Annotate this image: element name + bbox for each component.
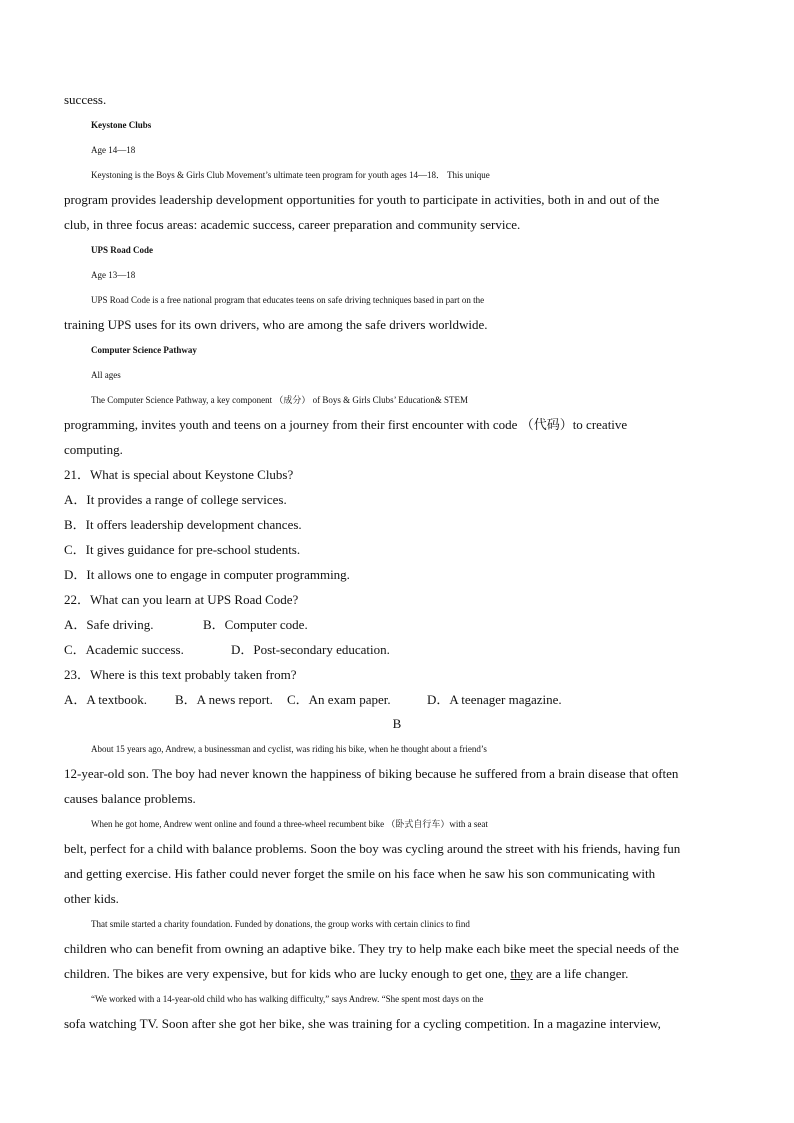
option-22-c: C．Academic success.: [64, 642, 184, 657]
text-line: success.: [64, 92, 107, 107]
paragraph-line: Keystoning is the Boys & Girls Club Movement’s ultimate teen program for youth ages 14—18． This unique: [91, 170, 490, 180]
paragraph-line: That smile started a charity foundation. Funded by donations, the group works with certain clinics to find: [91, 919, 470, 929]
option-22-a: A．Safe driving.: [64, 617, 154, 632]
question-21: 21．What is special about Keystone Clubs?: [64, 467, 294, 482]
question-22: 22．What can you learn at UPS Road Code?: [64, 592, 299, 607]
option-21-b: B．It offers leadership development chances.: [64, 517, 302, 532]
paragraph-line: causes balance problems.: [64, 791, 196, 806]
option-23-d: D．A teenager magazine.: [427, 692, 562, 707]
paragraph-line: sofa watching TV. Soon after she got her bike, she was training for a cycling competition. In a magazine interview,: [64, 1016, 661, 1031]
underlined-word: they: [510, 966, 533, 981]
options-23-row: [64, 692, 730, 708]
option-23-c: C．An exam paper.: [287, 692, 391, 707]
paragraph-line: “We worked with a 14-year-old child who has walking difficulty,” says Andrew. “She spent most days on the: [91, 994, 484, 1004]
paragraph-line: [64, 966, 730, 982]
paragraph-line: About 15 years ago, Andrew, a businessman and cyclist, was riding his bike, when he thought about a friend’s: [91, 744, 487, 754]
option-21-a: A．It provides a range of college services.: [64, 492, 287, 507]
section-heading-computer-science: Computer Science Pathway: [91, 345, 197, 355]
section-heading-ups: UPS Road Code: [91, 245, 154, 255]
option-23-b: B．A news report.: [175, 692, 273, 707]
option-23-a: A．A textbook.: [64, 692, 148, 707]
options-22-row-2: [64, 642, 730, 658]
paragraph-line: When he got home, Andrew went online and found a three-wheel recumbent bike （卧式自行车）with a seat: [91, 819, 488, 829]
paragraph-line: training UPS uses for its own drivers, who are among the safe drivers worldwide.: [64, 317, 488, 332]
section-heading-keystone: Keystone Clubs: [91, 120, 152, 130]
age-range: Age 14—18: [91, 145, 136, 155]
line-segment: are a life changer.: [532, 966, 629, 981]
paragraph-line: children who can benefit from owning an adaptive bike. They try to help make each bike meet the special needs of the: [64, 941, 679, 956]
paragraph-line: belt, perfect for a child with balance problems. Soon the boy was cycling around the street with his friends, having fun: [64, 841, 681, 856]
option-21-c: C．It gives guidance for pre-school students.: [64, 542, 301, 557]
paragraph-line: computing.: [64, 442, 123, 457]
age-range: All ages: [91, 370, 121, 380]
paragraph-line: The Computer Science Pathway, a key component （成分） of Boys & Girls Clubs’ Education& STEM: [91, 395, 468, 405]
options-22-row-1: [64, 617, 730, 633]
paragraph-line: club, in three focus areas: academic success, career preparation and community service.: [64, 217, 521, 232]
paragraph-line: program provides leadership development opportunities for youth to participate in activities, both in and out of the: [64, 192, 660, 207]
option-22-b: B．Computer code.: [203, 617, 308, 632]
option-21-d: D．It allows one to engage in computer programming.: [64, 567, 350, 582]
paragraph-line: programming, invites youth and teens on a journey from their first encounter with code （代码）to creative: [64, 417, 628, 432]
paragraph-line: and getting exercise. His father could never forget the smile on his face when he saw his son communicating with: [64, 866, 656, 881]
paragraph-line: other kids.: [64, 891, 119, 906]
paragraph-line: 12-year-old son. The boy had never known the happiness of biking because he suffered from a brain disease that often: [64, 766, 679, 781]
question-23: 23．Where is this text probably taken from?: [64, 667, 297, 682]
paragraph-line: UPS Road Code is a free national program that educates teens on safe driving techniques based in part on the: [91, 295, 485, 305]
passage-label: B: [392, 716, 402, 731]
age-range: Age 13—18: [91, 270, 136, 280]
line-segment: children. The bikes are very expensive, but for kids who are lucky enough to get one,: [64, 966, 511, 981]
option-22-d: D．Post-secondary education.: [231, 642, 390, 657]
